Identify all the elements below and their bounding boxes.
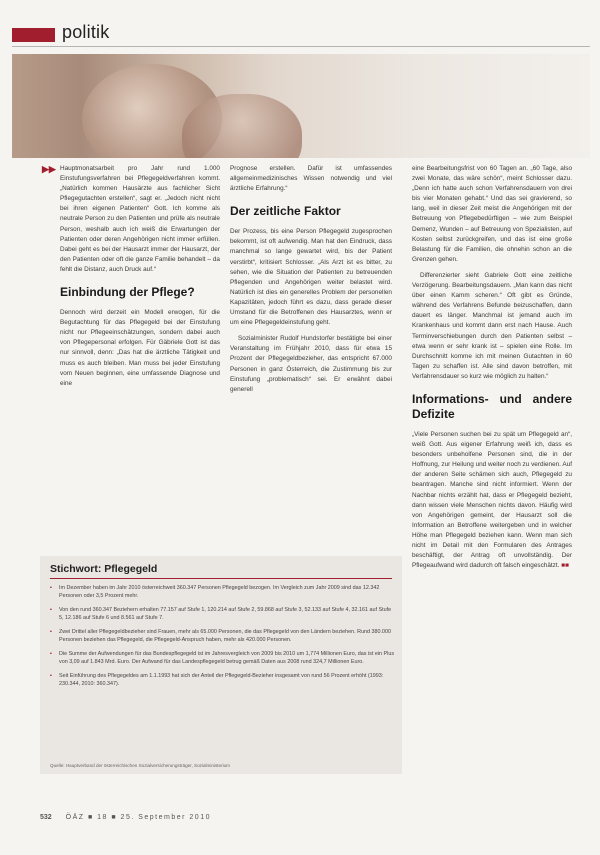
info-box-rule [50,578,392,579]
info-box-title: Stichwort: Pflegegeld [50,563,158,575]
subheading: Einbindung der Pflege? [60,285,195,300]
paragraph: eine Bearbeitungsfrist von 60 Tagen an. „60 Tage, also zwei Monate, das wäre schön“, meint Schlosser dazu. „Denn ich hatte auch schon Verfahrensdauern von drei bis vier Monaten gehabt.“ Und das sei gravierend, so lang, weil in dieser Zeit meist die Angehörigen mit der Betreuung von Pflegebedürftigen – wie zum Beispiel Demenz, Wunden – auf Betreuung von Spezialisten, auf Kosten selbst zurückgreifen, und das ist eine große Belastung für die Familien, die ohnehin schon an die Grenzen gehen. [412,165,572,263]
section-header [0,22,600,52]
list-item-text: Im Dezember haben im Jahr 2010 österreichweit 360.347 Personen Pflegegeld bezogen. Im Vergleich zum Jahr 2009 sind das 12.342 Personen oder 3,5 Prozent mehr. [59,585,380,599]
section-title: politik [62,22,110,42]
paragraph: Hauptmonatsarbeit pro Jahr rund 1.000 Einstufungsverfahren bei Pflegegeldverfahren kommt. „Natürlich kommen Hausärzte aus fachlicher Sicht Pflegegutachten erstellen“, sagt er. „Jedoch nicht nicht bei ihren eigenen Patienten“ Gott. Ich komme als neutrale Person zu den Patienten und prüfe als neutrale Person, weshalb auch ich weiß die Erwartungen der Patienten oder deren Angehörigen nicht immer erfüllen. Dabei geht es bei der Hausarzt immer der Hausarzt, der den Patienten oder oft die ganze Familie behandelt – da fehlt die Distanz, auch Druck auf.“ [60,165,220,273]
list-item [50,628,395,644]
issue-info: ÖÄZ ■ 18 ■ 25. September 2010 [65,814,211,821]
subheading: Der zeitliche Faktor [230,204,341,219]
list-item [50,672,395,688]
end-mark: ■■ [561,562,569,570]
bullet-icon: ▪ [50,629,52,635]
paragraph: Der Prozess, bis eine Person Pflegegeld zugesprochen bekommt, ist oft aufwendig. Man hat den Eindruck, dass manchmal so lange gewartet wird, bis der Patient verstirbt“, kritisiert Schlosser. „Als Arzt ist es bitter, zu sehen, wie die Situation der Patienten zu betreuenden Pflegenden und Angehörigen weiter belastet wird. Natürlich ist dies ein generelles Problem der personellen Kapazitäten, jedoch führt es dazu, dass gerade dieser Umstand für die Betroffenen des Hausarztes, wenn er um eine Pflegegeldeinstufung geht. [230,228,392,327]
subheading: Informations- und andere Defizite [412,391,572,421]
paragraph: Prognose erstellen. Dafür ist umfassendes allgemeinmedizinisches Wissen notwendig und viel ärztliche Erfahrung.“ [230,165,392,193]
continuation-marker: ▶▶ [42,164,56,174]
bullet-icon: ▪ [50,651,52,657]
paragraph: Differenzierter sieht Gabriele Gott eine zeitliche Verzögerung. Bearbeitungsdauern. „Man kann das nicht über einen Kamm scheren.“ Oft gibt es Gründe, während des Verfahrens Befunde beizuschaffen, dann dauert es länger. Manchmal ist jemand auch im Krankenhaus und kommt dann erst nach Hause. Auch Terminverschiebungen durch den Patienten selbst – etwa wenn er sehr krank ist – spielen eine Rolle. Im Durchschnitt komme ich mit meinen Gutachten in 60 Tagen zu schaffen ist. Alle sind davon betroffen, mit Verfahrensdauer so kurz wie möglich zu halten.“ [412,271,572,380]
paragraph-text: „Viele Personen suchen bei zu spät um Pflegegeld an“, weiß Gott. Aus eigener Erfahrung weiß ich, dass es besonders unbeholfene Personen sind, die in der Hoffnung, zur Heilung und weiter noch zu verdienen. Auf der anderen Seite schämen sich auch, Pflegegeld zu beantragen. Manche sind nicht informiert. Wenn der Nachbar nichts erzählt hat, dass er Pflegegeld bezieht, dann wissen viele Menschen nichts davon. Häufig wird von Angehörigen gemeint, der Hausarzt soll die Information an Betroffene weitergeben und in welcher Höhe man Pflegegeld beziehen kann. Wenn man sich nicht im Detail mit den Formularen des Antrages beschäftigt, der Antrag oft unvollständig. Der Pflegeaufwand wird dadurch oft falsch eingeschätzt. [412,430,572,570]
list-item-text: Von den rund 360.347 Beziehern erhalten 77.157 auf Stufe 1, 120.214 auf Stufe 2, 59.868 auf Stufe 3, 52.133 auf Stufe 4, 32.161 auf Stufe 5, 12.186 auf Stufe 6 und 8.561 auf Stufe 7. [59,607,392,621]
photo-hand-second [182,94,302,158]
article-column-1 [60,164,220,389]
article-column-2 [230,164,392,395]
paragraph: Sozialminister Rudolf Hundstorfer bestätigte bei einer Veranstaltung im Frühjahr 2010, dass für etwa 15 Prozent der Pflegegeldbezieher, das entspricht 67.000 Personen in ganz Österreich, die Zustimmung bis zur Einstufung „problematisch“ sei. Er erwähnt dabei generell [230,335,392,393]
header-rule [12,46,590,47]
list-item-text: Zwei Drittel aller Pflegegeldbezieher sind Frauen, mehr als 65.000 Personen, die das Pflegegeld von den Ländern beziehen. Rund 380.000 Personen beziehen das Pflegegeld, die Pflegegeld-Anspruch haben, mehr als 420.000 Personen. [59,629,392,643]
list-item [50,584,395,600]
list-item-text: Die Summe der Aufwendungen für das Bundespflegegeld ist im Jahresvergleich von 2009 bis 2010 um 1,774 Millionen Euro, das ist ein Plus von 3,09 auf 1.843 Mrd. Euro. Der Aufwand für das Landespflegegeld betrug gemäß Daten aus 2008 rund 324,7 Millionen Euro. [59,651,395,665]
info-box-source: Quelle: Hauptverband der österreichischen Sozialversicherungsträger, Sozialministerium [50,763,231,768]
page-footer [40,814,211,821]
section-color-bar [12,28,55,42]
article-photo [12,54,590,158]
paragraph: Dennoch wird derzeit ein Modell erwogen, für die Begutachtung für das Pflegegeld bei der Einstufung nicht nur Pflegeeinschätzungen, sondern dabei auch von Pflegepersonal erfolgen. Für Gäbriele Gott ist das nur sinnvoll, denn: „Das hat die ärztliche Tätigkeit und muss es auch bleiben. Man muss bei jeder Einstufung vom Neuen beginnen, eine umfassende Diagnose und eine [60,309,220,387]
info-box [40,556,402,774]
info-box-list [50,584,395,694]
article-column-3 [412,164,572,571]
bullet-icon: ▪ [50,673,52,679]
list-item-text: Seit Einführung des Pflegegeldes am 1.1.1993 hat sich der Anteil der Pflegegeld-Bezieher insgesamt von rund 56 Prozent erhöht (1993: 230.344, 2010: 360.347). [59,673,384,687]
paragraph [412,430,572,571]
page-number: 532 [40,814,52,821]
list-item [50,650,395,666]
list-item [50,606,395,622]
bullet-icon: ▪ [50,585,52,591]
bullet-icon: ▪ [50,607,52,613]
